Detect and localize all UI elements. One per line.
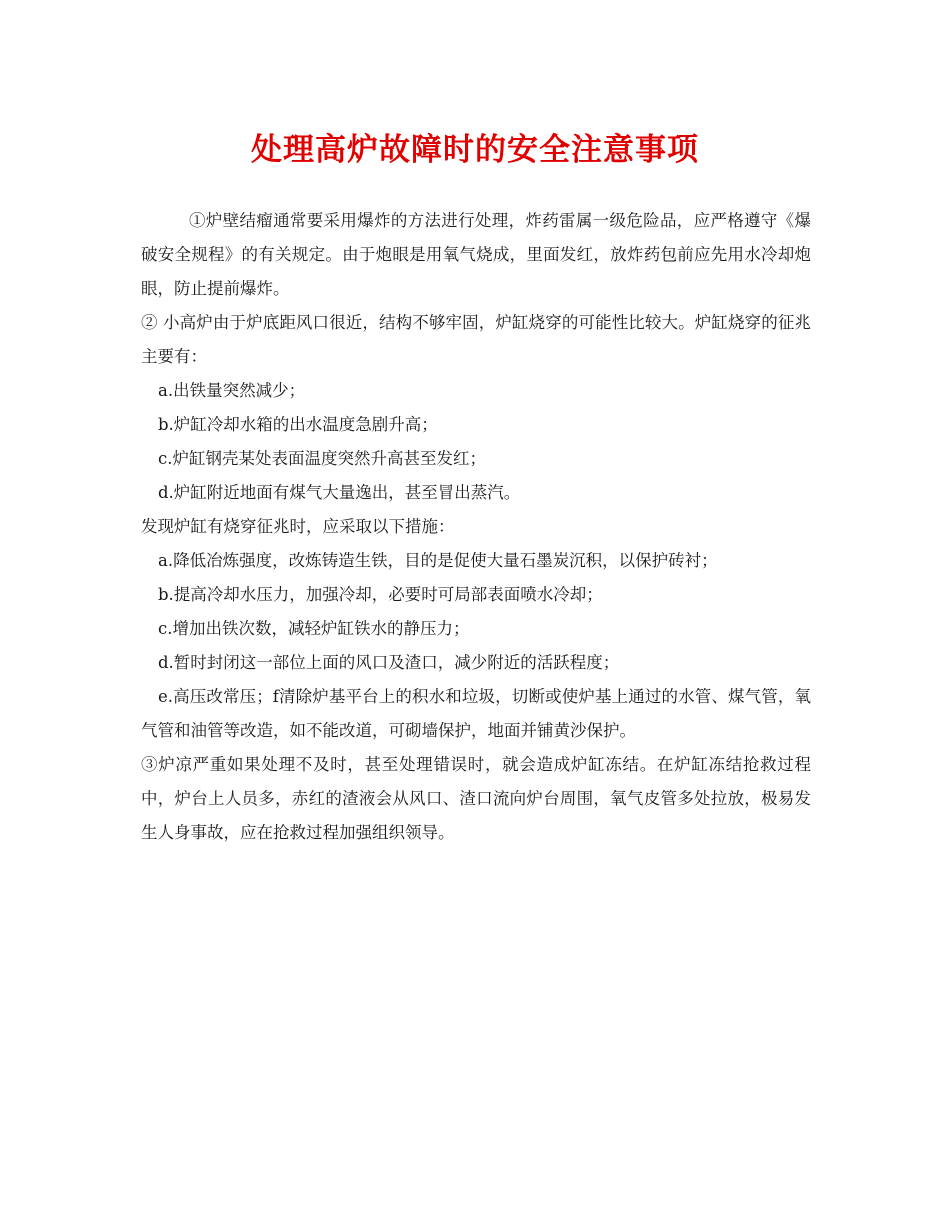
paragraph-hearth-burnthrough: ② 小高炉由于炉底距风口很近，结构不够牢固，炉缸烧穿的可能性比较大。炉缸烧穿的征兆主要有： [141, 313, 811, 366]
measure-item: a.降低冶炼强度，改炼铸造生铁，目的是促使大量石墨炭沉积，以保护砖衬； [158, 551, 718, 570]
measure-item: c.增加出铁次数，减轻炉缸铁水的静压力； [158, 619, 470, 638]
sign-item: d.炉缸附近地面有煤气大量逸出，甚至冒出蒸汽。 [158, 483, 521, 502]
measure-item: e.高压改常压；f清除炉基平台上的积水和垃圾，切断或使炉基上通过的水管、煤气管，氧气管和油管等改造，如不能改道，可砌墙保护，地面并铺黄沙保护。 [141, 687, 811, 740]
measure-item: b.提高冷却水压力，加强冷却，必要时可局部表面喷水冷却； [158, 585, 603, 604]
sign-item: a.出铁量突然减少； [158, 381, 306, 400]
sign-item: c.炉缸钢壳某处表面温度突然升高甚至发红； [158, 449, 486, 468]
document-body [141, 204, 811, 850]
paragraph-furnace-wall-nodule: ①炉壁结瘤通常要采用爆炸的方法进行处理，炸药雷属一级危险品，应严格遵守《爆破安全规程》的有关规定。由于炮眼是用氧气烧成，里面发红，放炸药包前应先用水冷却炮眼，防止提前爆炸。 [141, 211, 811, 298]
document-title: 处理高炉故障时的安全注意事项 [251, 132, 699, 168]
measure-item: d.暂时封闭这一部位上面的风口及渣口，减少附近的活跃程度； [158, 653, 620, 672]
paragraph-hearth-freeze: ③炉凉严重如果处理不及时，甚至处理错误时，就会造成炉缸冻结。在炉缸冻结抢救过程中，炉台上人员多，赤红的渣液会从风口、渣口流向炉台周围，氧气皮管多处拉放，极易发生人身事故，应在抢救过程加强组织领导。 [141, 755, 811, 842]
sign-item: b.炉缸冷却水箱的出水温度急剧升高； [158, 415, 438, 434]
measures-intro: 发现炉缸有烧穿征兆时，应采取以下措施： [141, 517, 455, 536]
